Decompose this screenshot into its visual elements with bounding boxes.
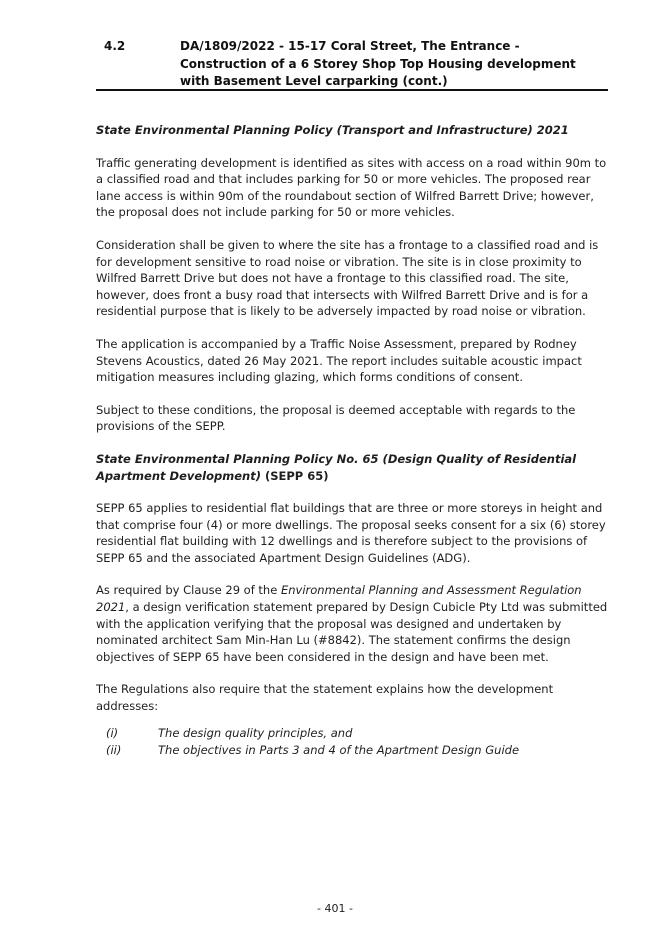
header-divider <box>96 89 608 91</box>
clause-paragraph <box>96 582 608 665</box>
paragraph: The application is accompanied by a Traffic Noise Assessment, prepared by Rodney Stevens Acoustics, dated 26 May 2021. The report includes suitable acoustic impact mitigation measures including glazing, which forms conditions of consent. <box>96 336 582 385</box>
section-heading-sepp-65 <box>96 451 608 484</box>
list-item-text: The objectives in Parts 3 and 4 of the Apartment Design Guide <box>158 742 520 757</box>
paragraph: Subject to these conditions, the proposal is deemed acceptable with regards to the provisions of the SEPP. <box>96 402 576 434</box>
clause-text-before: As required by Clause 29 of the <box>96 583 281 598</box>
list-marker: (i) <box>106 725 119 740</box>
section-heading-sepp-65-title: State Environmental Planning Policy No. 65 (Design Quality of Residential Apartment Development) <box>96 451 577 483</box>
requirements-list <box>96 725 608 759</box>
regulation-title: Environmental Planning and Assessment Regulation 2021 <box>96 583 582 615</box>
document-body <box>96 122 608 759</box>
item-title: DA/1809/2022 - 15-17 Coral Street, The Entrance - Construction of a 6 Storey Shop Top Housing development with Basement Level carparking (cont.) <box>180 39 576 88</box>
list-item <box>96 742 608 759</box>
page-number: - 401 - <box>317 902 353 915</box>
paragraph: SEPP 65 applies to residential flat buildings that are three or more storeys in height and that comprise four (4) or more dwellings. The proposal seeks consent for a six (6) storey residential flat building with 12 dwellings and is therefore subject to the provisions of SEPP 65 and the associated Apartment Design Guidelines (ADG). <box>96 501 606 565</box>
regulations-intro: The Regulations also require that the statement explains how the development addresses: <box>96 682 554 714</box>
list-item <box>96 725 608 742</box>
list-item-text: The design quality principles, and <box>158 725 353 740</box>
section-heading-sepp-65-suffix: (SEPP 65) <box>260 468 329 483</box>
item-number: 4.2 <box>104 39 126 53</box>
section-heading-transport-sepp: State Environmental Planning Policy (Transport and Infrastructure) 2021 <box>96 123 569 137</box>
paragraph: Traffic generating development is identified as sites with access on a road within 90m to a classified road and that includes parking for 50 or more vehicles. The proposed rear lane access is within 90m of the roundabout section of Wilfred Barrett Drive; however, the proposal does not include parking for 50 or more vehicles. <box>96 155 607 220</box>
clause-text-after: , a design verification statement prepared by Design Cubicle Pty Ltd was submitted with the application verifying that the proposal was designed and undertaken by nominated architect Sam Min-Han Lu (#8842). The statement confirms the design objectives of SEPP 65 have been considered in the design and have been met. <box>96 600 608 664</box>
paragraph: Consideration shall be given to where the site has a frontage to a classified road and is for development sensitive to road noise or vibration. The site is in close proximity to Wilfred Barrett Drive but does not have a frontage to this classified road. The site, however, does front a busy road that intersects with Wilfred Barrett Drive and is for a residential purpose that is likely to be adversely impacted by road noise or vibration. <box>96 237 599 319</box>
list-marker: (ii) <box>106 742 122 757</box>
